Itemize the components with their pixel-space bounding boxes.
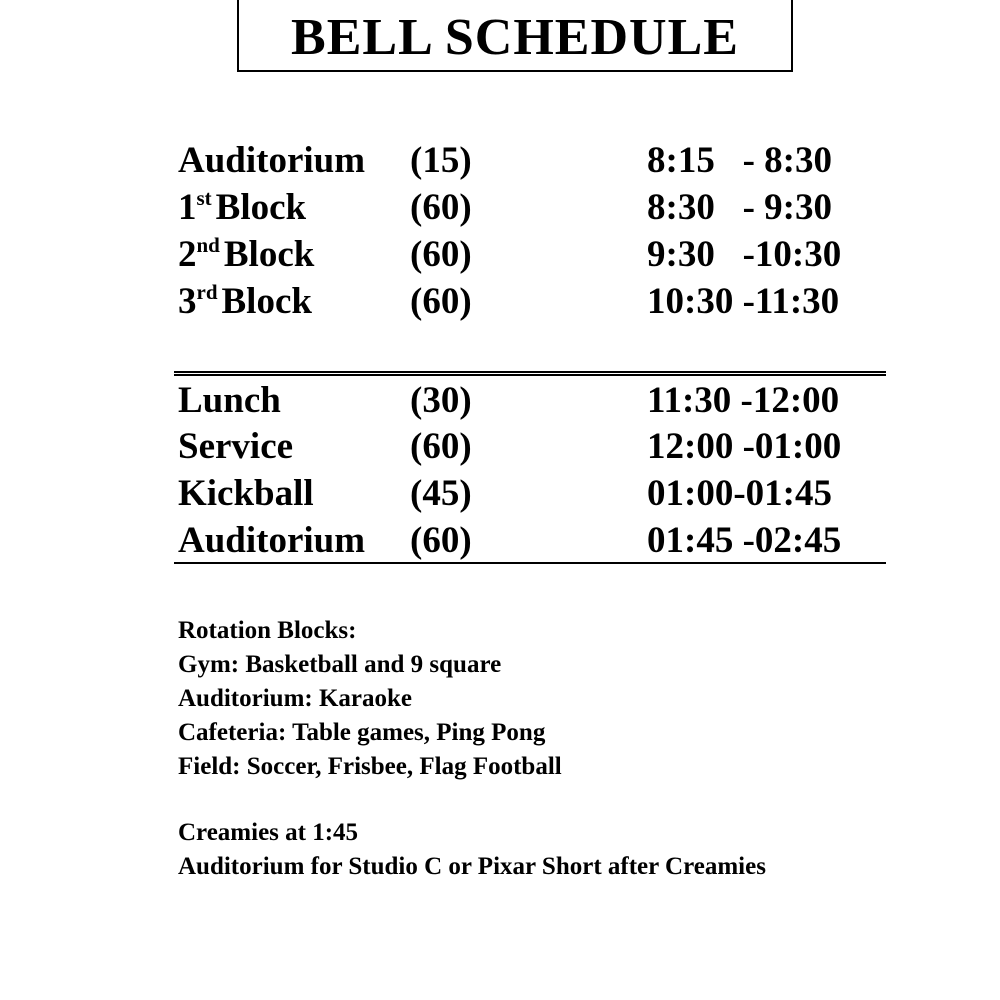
rotation-heading: Rotation Blocks: (178, 617, 357, 644)
rotation-item: Gym: Basketball and 9 square (178, 651, 502, 678)
period-name: Kickball (178, 473, 314, 514)
ordinal-suffix: nd (196, 233, 220, 257)
period-duration: (45) (410, 473, 472, 514)
schedule-row (0, 233, 1000, 277)
period-number: 3 (178, 281, 197, 322)
period-label: Block (223, 234, 315, 275)
period-name (178, 280, 312, 324)
period-label: Block (215, 187, 307, 228)
schedule-row (0, 139, 1000, 183)
period-time: 9:30 -10:30 (647, 234, 842, 275)
period-time: 8:15 - 8:30 (647, 140, 832, 181)
period-time: 01:45 -02:45 (647, 520, 842, 561)
period-duration: (15) (410, 140, 472, 181)
period-time: 01:00-01:45 (647, 473, 832, 514)
schedule-row (0, 425, 1000, 469)
rotation-item: Cafeteria: Table games, Ping Pong (178, 719, 546, 746)
period-name: Auditorium (178, 520, 366, 561)
schedule-bottom-rule (174, 562, 886, 564)
period-name (178, 233, 314, 277)
schedule-row (0, 472, 1000, 516)
schedule-row (0, 379, 1000, 423)
rotation-item: Field: Soccer, Frisbee, Flag Football (178, 753, 562, 780)
rotation-item: Auditorium: Karaoke (178, 685, 413, 712)
period-duration: (60) (410, 281, 472, 322)
period-name: Auditorium (178, 140, 366, 181)
period-duration: (60) (410, 187, 472, 228)
ordinal-suffix: rd (196, 280, 218, 304)
period-duration: (60) (410, 426, 472, 467)
title-box (237, 0, 793, 72)
section-divider (174, 371, 886, 376)
rotation-notes (178, 614, 562, 784)
period-number: 1 (178, 187, 197, 228)
period-number: 2 (178, 234, 197, 275)
schedule-row (0, 519, 1000, 563)
period-time: 11:30 -12:00 (647, 380, 840, 421)
schedule-row (0, 186, 1000, 230)
creamies-note: Creamies at 1:45 (178, 819, 359, 846)
period-name (178, 186, 306, 230)
footer-notes (178, 816, 766, 884)
ordinal-suffix: st (196, 186, 212, 210)
period-duration: (60) (410, 520, 472, 561)
period-duration: (60) (410, 234, 472, 275)
period-time: 12:00 -01:00 (647, 426, 842, 467)
period-name: Service (178, 426, 294, 467)
period-label: Block (221, 281, 312, 322)
period-name: Lunch (178, 380, 281, 421)
period-duration: (30) (410, 380, 472, 421)
schedule-row (0, 280, 1000, 324)
period-time: 8:30 - 9:30 (647, 187, 832, 228)
period-time: 10:30 -11:30 (647, 281, 840, 322)
auditorium-note: Auditorium for Studio C or Pixar Short after Creamies (178, 853, 766, 880)
page-title: BELL SCHEDULE (291, 9, 739, 66)
